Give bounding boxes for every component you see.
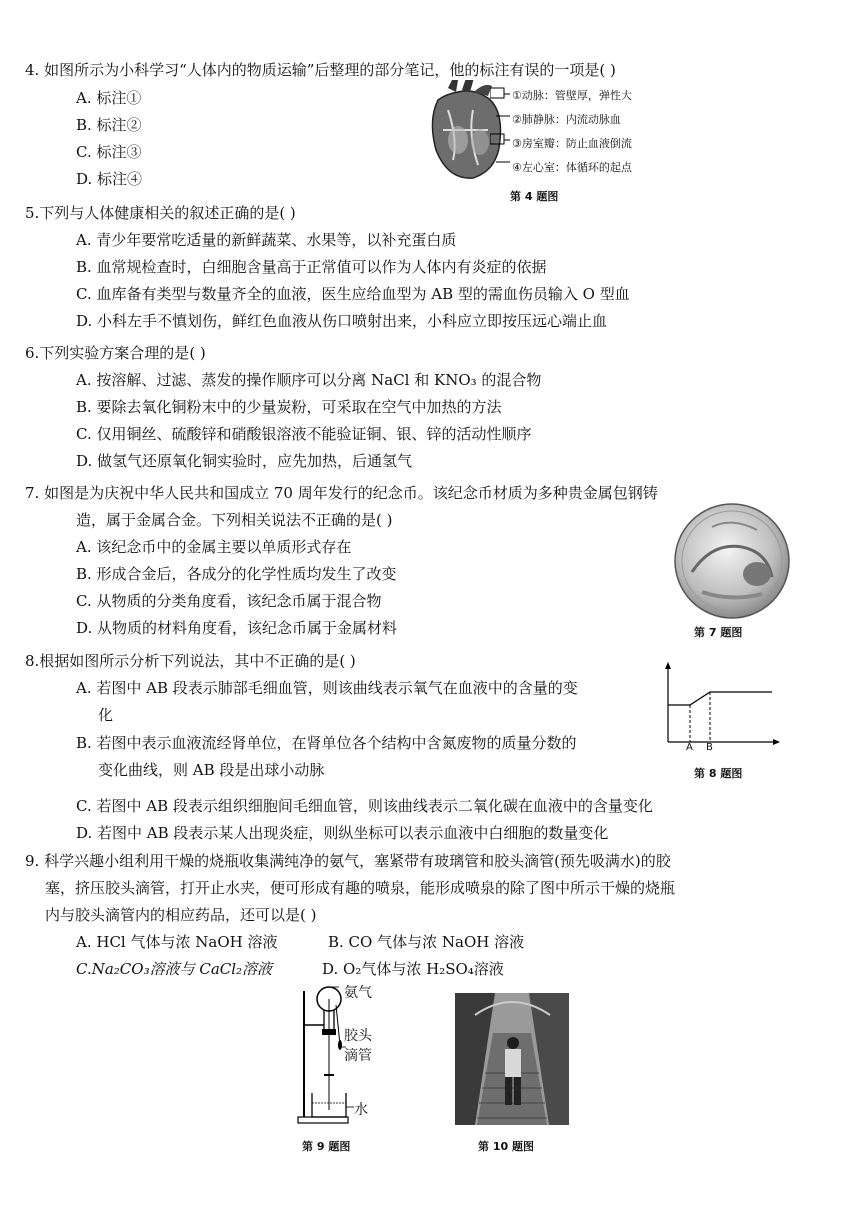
q9-option-c: C.Na₂CO₃溶液与 CaCl₂溶液 xyxy=(76,960,273,978)
q8-option-c: C. 若图中 AB 段表示组织细胞间毛细血管，则该曲线表示二氧化碳在血液中的含量变化 xyxy=(76,797,653,815)
q8-option-a-line2: 化 xyxy=(98,706,114,724)
q7-option-d: D. 从物质的材料角度看，该纪念币属于金属材料 xyxy=(76,619,398,637)
q5-option-b: B. 血常规检查时，白细胞含量高于正常值可以作为人体内有炎症的依据 xyxy=(76,258,547,276)
q5-stem: 5.下列与人体健康相关的叙述正确的是( ) xyxy=(25,204,296,222)
q7-option-a: A. 该纪念币中的金属主要以单质形式存在 xyxy=(76,538,352,556)
heart-note-2: ②肺静脉：内流动脉血 xyxy=(512,113,621,126)
q8-option-b-line2: 变化曲线，则 AB 段是出球小动脉 xyxy=(98,761,325,779)
heart-note-3: ③房室瓣：防止血液倒流 xyxy=(512,137,632,150)
q9-caption: 第 9 题图 xyxy=(302,1140,351,1153)
heart-notes xyxy=(512,84,632,180)
q5-option-d: D. 小科左手不慎划伤，鲜红色血液从伤口喷射出来，小科应立即按压远心端止血 xyxy=(76,312,608,330)
escalator-photo xyxy=(455,993,569,1125)
q9-option-a: A. HCl 气体与浓 NaOH 溶液 xyxy=(76,933,278,951)
q8-option-b-line1: B. 若图中表示血液流经肾单位，在肾单位各个结构中含氮废物的质量分数的 xyxy=(76,734,577,752)
q6-option-d: D. 做氢气还原氧化铜实验时，应先加热，后通氢气 xyxy=(76,452,413,470)
q8-line-graph xyxy=(660,660,780,755)
q8-stem: 8.根据如图所示分析下列说法，其中不正确的是( ) xyxy=(25,652,356,670)
fountain-apparatus-diagram xyxy=(294,985,434,1130)
heart-note-4: ④左心室：体循环的起点 xyxy=(512,161,632,174)
axis-label-b: B xyxy=(706,742,713,753)
q7-option-b: B. 形成合金后，各成分的化学性质均发生了改变 xyxy=(76,565,397,583)
q9-option-d: D. O₂气体与浓 H₂SO₄溶液 xyxy=(322,960,504,978)
q6-option-a: A. 按溶解、过滤、蒸发的操作顺序可以分离 NaCl 和 KNO₃ 的混合物 xyxy=(76,371,542,389)
q9-stem-line3: 内与胶头滴管内的相应药品，还可以是( ) xyxy=(45,906,317,924)
q7-stem-line1: 7. 如图是为庆祝中华人民共和国成立 70 周年发行的纪念币。该纪念币材质为多种贵金属包钢铸 xyxy=(25,484,658,502)
q4-stem: 4. 如图所示为小科学习“人体内的物质运输”后整理的部分笔记，他的标注有误的一项是( ) xyxy=(25,61,616,79)
q9-option-b: B. CO 气体与浓 NaOH 溶液 xyxy=(328,933,525,951)
label-dropper-1: 胶头 xyxy=(344,1028,372,1044)
q4-option-a: A. 标注① xyxy=(76,89,142,107)
q5-option-c: C. 血库备有类型与数量齐全的血液，医生应给血型为 AB 型的需血伤员输入 O 型血 xyxy=(76,285,630,303)
q4-option-c: C. 标注③ xyxy=(76,143,142,161)
q8-caption: 第 8 题图 xyxy=(694,767,743,780)
heart-note-1: ①动脉：管壁厚，弹性大 xyxy=(512,89,632,102)
q4-option-b: B. 标注② xyxy=(76,116,142,134)
q8-option-a-line1: A. 若图中 AB 段表示肺部毛细血管，则该曲线表示氧气在血液中的含量的变 xyxy=(76,679,578,697)
q7-stem-line2: 造，属于金属合金。下列相关说法不正确的是( ) xyxy=(76,511,393,529)
q6-stem: 6.下列实验方案合理的是( ) xyxy=(25,344,206,362)
label-ammonia: 氨气 xyxy=(344,985,372,1001)
q6-option-c: C. 仅用铜丝、硫酸锌和硝酸银溶液不能验证铜、银、锌的活动性顺序 xyxy=(76,425,532,443)
q8-option-d: D. 若图中 AB 段表示某人出现炎症，则纵坐标可以表示血液中白细胞的数量变化 xyxy=(76,824,609,842)
q9-stem-line1: 9. 科学兴趣小组利用干燥的烧瓶收集满纯净的氨气，塞紧带有玻璃管和胶头滴管(预先吸满水)的胶 xyxy=(25,852,671,870)
q10-caption: 第 10 题图 xyxy=(478,1140,534,1153)
q9-stem-line2: 塞，挤压胶头滴管，打开止水夹，便可形成有趣的喷泉，能形成喷泉的除了图中所示干燥的烧瓶 xyxy=(45,879,676,897)
commemorative-coin-image xyxy=(672,502,792,620)
q7-caption: 第 7 题图 xyxy=(694,626,743,639)
heart-label-pointers xyxy=(490,86,510,176)
label-dropper-2: 滴管 xyxy=(344,1048,372,1064)
q4-option-d: D. 标注④ xyxy=(76,170,143,188)
q5-option-a: A. 青少年要常吃适量的新鲜蔬菜、水果等，以补充蛋白质 xyxy=(76,231,457,249)
q4-caption: 第 4 题图 xyxy=(510,190,559,203)
axis-label-a: A xyxy=(686,742,693,753)
data-curve xyxy=(668,692,772,705)
label-water: 水 xyxy=(354,1102,368,1118)
q6-option-b: B. 要除去氧化铜粉末中的少量炭粉，可采取在空气中加热的方法 xyxy=(76,398,502,416)
q7-option-c: C. 从物质的分类角度看，该纪念币属于混合物 xyxy=(76,592,382,610)
